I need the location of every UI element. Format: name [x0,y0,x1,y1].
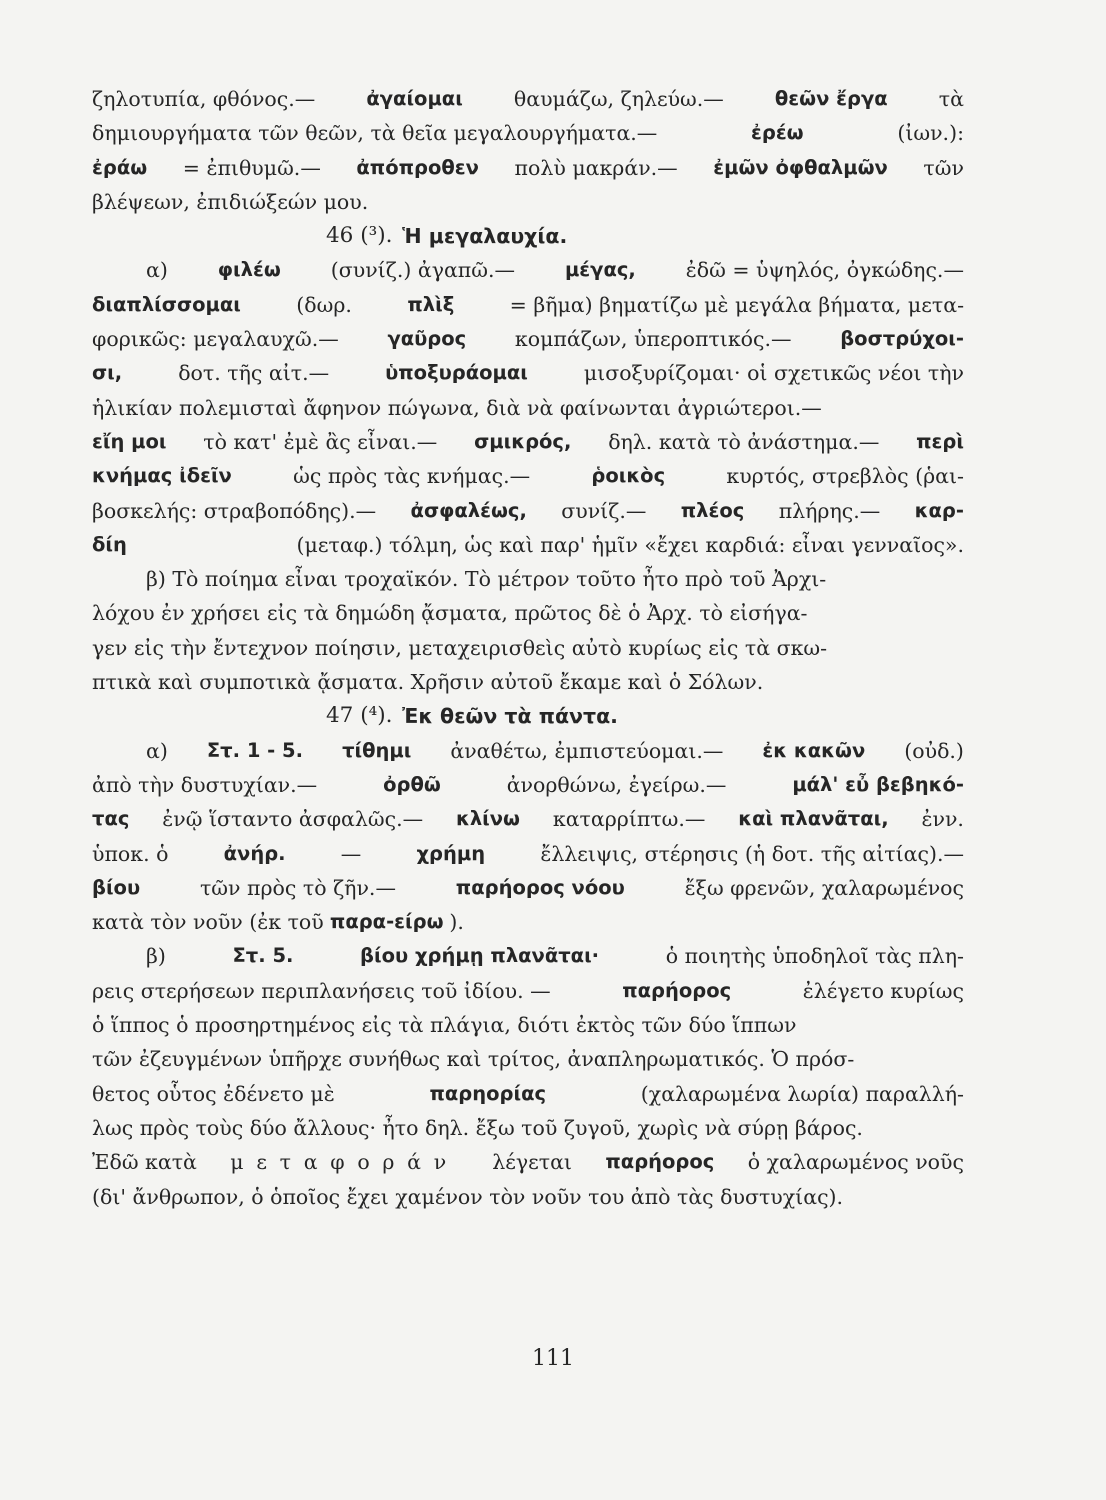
lemma-term: ἀπόπροθεν [356,155,479,179]
text-run: ἐνν. [921,807,964,832]
text-run: ὡς πρὸς τὰς κνήμας.— [293,464,531,489]
lemma-term: ἐράω [92,155,148,179]
text-run: τὸ κατ' ἐμὲ ἂς εἶναι.— [203,429,438,454]
text-run: δημιουργήματα τῶν θεῶν, τὰ θεῖα μεγαλουργήματα.— [92,121,658,146]
text-line [92,596,964,630]
text-line [92,528,964,562]
lemma-term: βοστρύχοι- [840,327,964,351]
text-line [92,734,964,768]
text-line [92,871,964,905]
lemma-term: ῥοικὸς [591,464,666,488]
text-run: κομπάζων, ὑπεροπτικός.— [514,327,792,352]
text-run: ἀναθέτω, ἐμπιστεύομαι.— [450,738,724,763]
lemma-term: ἀσφαλέως, [410,498,527,522]
lemma-term: ἀνήρ. [223,841,286,865]
text-run: ὁ ποιητὴς ὑποδηλοῖ τὰς πλη- [665,944,964,969]
text-line [92,939,964,973]
lemma-term: παρήορος [622,978,732,1002]
commentary-text [92,82,964,1214]
text-run: θετος οὗτος ἐδένετο μὲ [92,1081,335,1106]
lemma-term: Ἡ μεγαλαυχία. [402,224,568,249]
page-number: 111 [532,1346,574,1371]
text-line [92,391,964,425]
text-line [92,1042,964,1076]
text-run: (οὐδ.) [904,738,964,763]
lemma-term: τας [92,807,130,831]
text-run: 46 (³). [326,223,393,249]
text-line [92,356,964,390]
lemma-term: κλίνω [455,807,521,831]
text-run: β) [146,944,166,969]
lemma-term: τίθημι [342,738,412,762]
lemma-term: σι, [92,361,123,385]
text-run: ὑποκ. ὁ [92,841,169,866]
text-run: δοτ. τῆς αἰτ.— [178,361,330,386]
text-line [92,82,964,116]
text-line [92,1077,964,1111]
text-run: τῶν [923,155,964,180]
text-run: ἐνῷ ἵσταντο ἀσφαλῶς.— [162,807,424,832]
text-line [92,837,964,871]
text-run: βοσκελής: στραβοπόδης).— [92,498,377,523]
text-run: ζηλοτυπία, φθόνος.— [92,87,316,111]
text-run: (δι' ἄνθρωπον, ὁ ὁποῖος ἔχει χαμένον τὸν νοῦν του ἀπὸ τὰς δυστυχίας). [92,1184,844,1209]
text-run: ὁ χαλαρωμένος νοῦς [747,1150,964,1175]
text-line [92,768,964,802]
lemma-term: σμικρός, [474,429,572,453]
lemma-term: ὀρθῶ [383,772,441,796]
lemma-term: Στ. 1 - 5. [206,738,304,762]
text-run: α) [146,258,168,283]
text-run: τῶν πρὸς τὸ ζῆν.— [199,875,396,900]
text-line [92,1111,964,1145]
section-heading [92,219,964,253]
text-run: ἔλλειψις, στέρησις (ἡ δοτ. τῆς αἰτίας).— [540,841,964,866]
text-line [92,459,964,493]
text-line [92,322,964,356]
text-line [92,185,964,219]
text-run: = ἐπιθυμῶ.— [182,155,321,180]
lemma-term: καρ- [914,498,964,522]
text-line [92,116,964,150]
text-run: Ἐδῶ κατὰ [92,1150,197,1175]
text-line [92,1145,964,1179]
text-run: πλήρης.— [778,498,881,523]
text-line [92,802,964,836]
text-run: ). [449,910,464,935]
lemma-term: ἐκ κακῶν [762,738,866,762]
text-run: — [340,841,362,866]
text-run: μισοξυρίζομαι· οἱ σχετικῶς νέοι τὴν [583,361,964,386]
lemma-term: κνήμας ἰδεῖν [92,464,232,488]
lemma-term: Ἐκ θεῶν τὰ πάντα. [402,704,618,729]
text-run: κυρτός, στρεβλὸς (ῥαι- [726,464,964,489]
lemma-term: φιλέω [217,258,281,282]
text-line [92,665,964,699]
text-run: συνίζ.— [561,498,647,523]
lemma-term: περὶ [916,429,964,453]
text-run: ἀπὸ τὴν δυστυχίαν.— [92,772,318,797]
lemma-term: γαῦρος [387,327,467,351]
lemma-term: διαπλίσσομαι [92,292,241,316]
text-run: τὰ [938,87,964,111]
lemma-term: ἐρέω [751,121,804,145]
lemma-term: εἴη μοι [92,429,167,453]
text-run: ἐλέγετο κυρίως [802,978,964,1003]
lemma-term: δίη [92,532,127,556]
text-line [92,288,964,322]
lemma-term: ἀγαίομαι [366,87,463,110]
text-run: = βῆμα) βηματίζω μὲ μεγάλα βήματα, μετα- [509,292,964,317]
text-run: λως πρὸς τοὺς δύο ἄλλους· ἦτο δηλ. ἔξω τοῦ ζυγοῦ, χωρὶς νὰ σύρῃ βάρος. [92,1115,863,1140]
text-run: (δωρ. [296,292,352,317]
lemma-term: παρήορος [605,1150,715,1174]
text-run: ἐδῶ = ὑψηλός, ὀγκώδης.— [685,258,964,283]
text-line [92,1180,964,1214]
text-run: ἡλικίαν πολεμισταὶ ἄφηνον πώγωνα, διὰ νὰ φαίνωνται ἀγριώτεροι.— [92,395,822,420]
lemma-term: ὑποξυράομαι [385,361,528,385]
text-run: (συνίζ.) ἀγαπῶ.— [330,258,515,283]
text-run: (χαλαρωμένα λωρία) παραλλή- [640,1081,964,1106]
section-heading [92,699,964,733]
spaced-word: μεταφοράν [230,1150,459,1175]
text-run: πολὺ μακράν.— [514,155,678,180]
lemma-term: μέγας, [564,258,636,282]
text-run: ρεις στερήσεων περιπλανήσεις τοῦ ἰδίου. — [92,978,551,1003]
lemma-term: θεῶν ἔργα [774,87,888,110]
lemma-term: καὶ πλανᾶται, [738,807,889,831]
lemma-term: Στ. 5. [232,944,294,968]
lemma-term: πλέος [680,498,745,522]
text-run: α) [146,738,168,763]
text-line [92,1008,964,1042]
lemma-term: πλὶξ [407,292,455,316]
text-run: ἀνορθώνω, ἐγείρω.— [506,772,727,797]
text-run: καταρρίπτω.— [552,807,706,832]
text-line [92,905,964,939]
text-line [92,494,964,528]
text-run: λόχου ἐν χρήσει εἰς τὰ δημώδη ᾄσματα, πρῶτος δὲ ὁ Ἀρχ. τὸ εἰσήγα- [92,601,808,626]
text-run: β) Τὸ ποίημα εἶναι τροχαϊκόν. Τὸ μέτρον τοῦτο ἦτο πρὸ τοῦ Ἀρχι- [146,567,827,592]
text-run: λέγεται [492,1150,572,1175]
lemma-term: παρα-είρω [329,910,444,934]
text-run: τῶν ἐζευγμένων ὑπῆρχε συνήθως καὶ τρίτος, ἀναπληρωματικός. Ὁ πρόσ- [92,1047,855,1072]
text-run: φορικῶς: μεγαλαυχῶ.— [92,327,339,352]
text-run: γεν εἰς τὴν ἔντεχνον ποίησιν, μεταχειρισθεὶς αὐτὸ κυρίως εἰς τὰ σκω- [92,635,828,660]
text-run: βλέψεων, ἐπιδιώξεών μου. [92,189,369,214]
text-run: (μεταφ.) τόλμη, ὡς καὶ παρ' ἡμῖν «ἔχει καρδιά: εἶναι γενναῖος». [296,532,964,557]
text-run: πτικὰ καὶ συμποτικὰ ᾄσματα. Χρῆσιν αὐτοῦ ἔκαμε καὶ ὁ Σόλων. [92,670,764,695]
text-run: θαυμάζω, ζηλεύω.— [513,87,724,111]
text-line [92,631,964,665]
text-run: κατὰ τὸν νοῦν (ἐκ τοῦ [92,910,324,935]
text-line [92,151,964,185]
text-line [92,562,964,596]
lemma-term: ἐμῶν ὀφθαλμῶν [713,155,888,179]
text-run: δηλ. κατὰ τὸ ἀνάστημα.— [608,429,880,454]
text-run: ὁ ἵππος ὁ προσηρτημένος εἰς τὰ πλάγια, διότι ἐκτὸς τῶν δύο ἵππων [92,1013,797,1038]
lemma-term: βίου χρήμῃ πλανᾶται· [360,944,600,968]
text-run: (ἰων.): [897,121,964,146]
text-run: 47 (⁴). [326,703,393,729]
text-line [92,425,964,459]
lemma-term: παρήορος νόου [455,875,625,899]
lemma-term: παρηορίας [429,1081,547,1105]
lemma-term: βίου [92,875,141,899]
text-line [92,253,964,287]
text-line [92,974,964,1008]
lemma-term: χρήμη [416,841,486,865]
text-run: ἔξω φρενῶν, χαλαρωμένος [684,875,964,900]
lemma-term: μάλ' εὖ βεβηκό- [792,772,964,796]
